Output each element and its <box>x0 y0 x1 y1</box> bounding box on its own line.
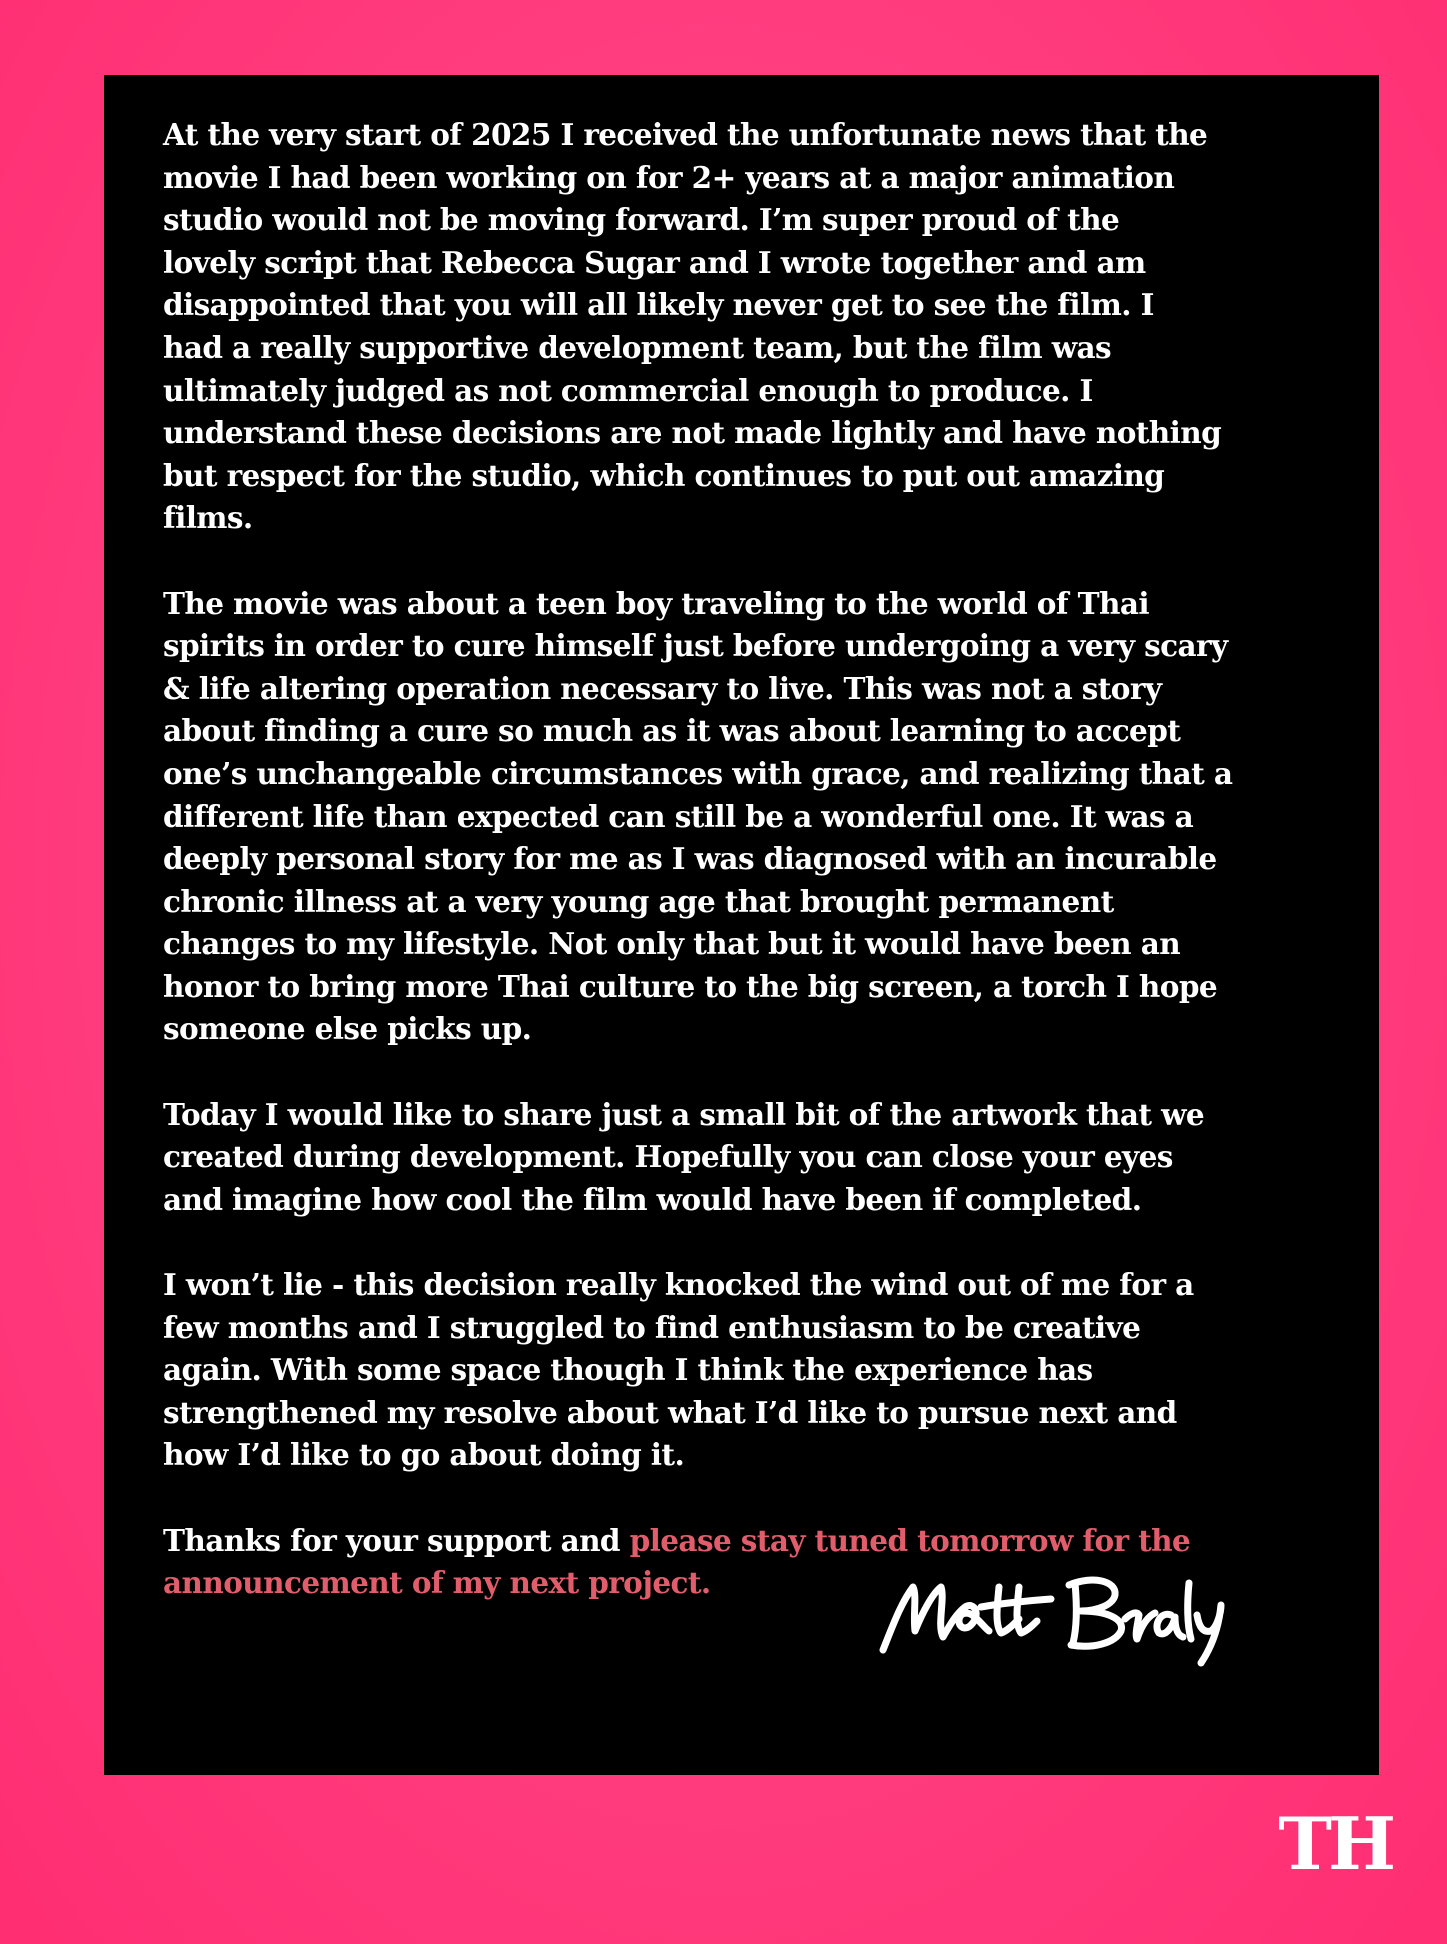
letter-paragraph-2: The movie was about a teen boy traveling to the world of Thai spirits in order to cure himself just before undergoing a very scary & life altering operation necessary to live. This was not a story about finding a cure so much as it was about learning to accept one’s unchangeable circumstances with grace, and realizing that a different life than expected can still be a wonderful one. It was a deeply personal story for me as I was diagnosed with an incurable chronic illness at a very young age that brought permanent changes to my lifestyle. Not only that but it would have been an honor to bring more Thai culture to the big screen, a torch I hope someone else picks up. <box>163 585 1233 1047</box>
letter-paragraph-1: At the very start of 2025 I received the unfortunate news that the movie I had been working on for 2+ years at a major animation studio would not be moving forward. I’m super proud of the lovely script that Rebecca Sugar and I wrote together and am disappointed that you will all likely never get to see the film. I had a really supportive development team, but the film was ultimately judged as not commercial enough to produce. I understand these decisions are not made lightly and have nothing but respect for the studio, which continues to put out amazing films. <box>163 117 1222 536</box>
letter-paragraph-3: Today I would like to share just a small bit of the artwork that we created during development. Hopefully you can close your eyes and imagine how cool the film would have been if completed. <box>163 1096 1205 1217</box>
handwritten-signature <box>775 1495 1245 1695</box>
closing-highlight: please stay tuned tomorrow for the announcement of my next project. <box>163 1522 1191 1601</box>
letter-paragraph-4: I won’t lie - this decision really knocked the wind out of me for a few months and I struggled to find enthusiasm to be creative again. With some space though I think the experience has strengthened my resolve about what I’d like to pursue next and how I’d like to go about doing it. <box>163 1267 1194 1473</box>
closing-text: Thanks for your support and <box>163 1522 630 1558</box>
brand-logo: TH <box>1278 1801 1392 1886</box>
